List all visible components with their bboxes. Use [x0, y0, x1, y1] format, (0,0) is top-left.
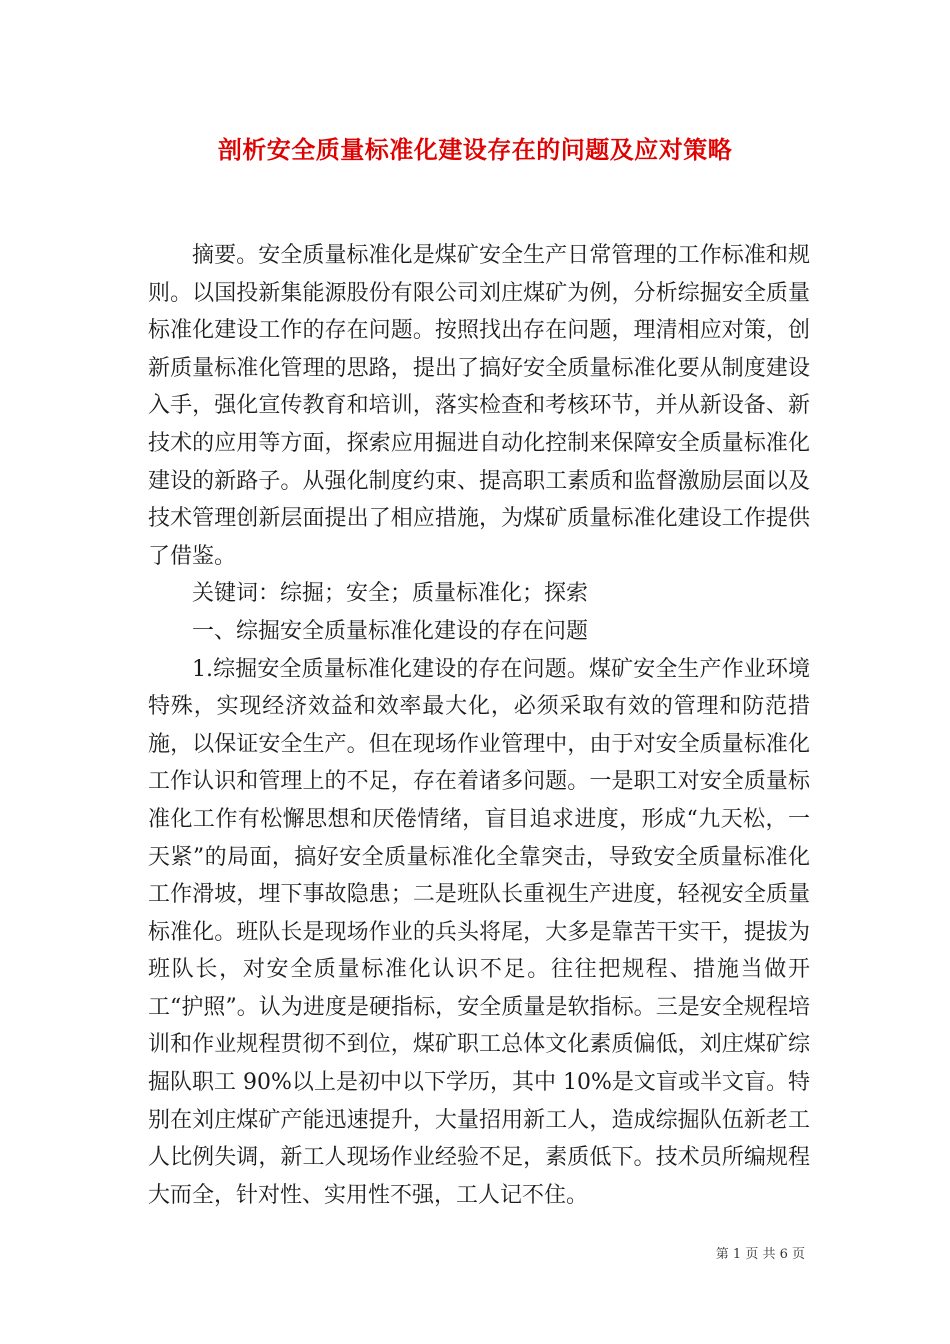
abstract-paragraph: 摘要。安全质量标准化是煤矿安全生产日常管理的工作标准和规则。以国投新集能源股份有限公司刘庄煤矿为例，分析综掘安全质量标准化建设工作的存在问题。按照找出存在问题，理清相应对策，创新质量标准化管理的思路，提出了搞好安全质量标准化要从制度建设入手，强化宣传教育和培训，落实检查和考核环节，并从新设备、新技术的应用等方面，探索应用掘进自动化控制来保障安全质量标准化建设的新路子。从强化制度约束、提高职工素质和监督激励层面以及技术管理创新层面提出了相应措施，为煤矿质量标准化建设工作提供了借鉴。 — [148, 243, 810, 569]
document-title: 剖析安全质量标准化建设存在的问题及应对策略 — [217, 135, 733, 164]
body-paragraph: 1.综掘安全质量标准化建设的存在问题。煤矿安全生产作业环境特殊，实现经济效益和效率最大化，必须采取有效的管理和防范措施，以保证安全生产。但在现场作业管理中，由于对安全质量标准化工作认识和管理上的不足，存在着诸多问题。一是职工对安全质量标准化工作有松懈思想和厌倦情绪，盲目追求进度，形成“九天松，一天紧”的局面，搞好安全质量标准化全靠突击，导致安全质量标准化工作滑坡，埋下事故隐患；二是班队长重视生产进度，轻视安全质量标准化。班队长是现场作业的兵头将尾，大多是靠苦干实干，提拔为班队长，对安全质量标准化认识不足。往往把规程、措施当做开工“护照”。认为进度是硬指标，安全质量是软指标。三是安全规程培训和作业规程贯彻不到位，煤矿职工总体文化素质偏低，刘庄煤矿综掘队职工 90%以上是初中以下学历，其中 10%是文盲或半文盲。特别在刘庄煤矿产能迅速提升，大量招用新工人，造成综掘队伍新老工人比例失调，新工人现场作业经验不足，素质低下。技术员所编规程大而全，针对性、实用性不强，工人记不住。 — [148, 656, 810, 1208]
section-heading: 一、综掘安全质量标准化建设的存在问题 — [192, 618, 589, 644]
page-number: 第 1 页 共 6 页 — [715, 1247, 805, 1262]
document-body — [148, 237, 810, 1214]
keywords-paragraph: 关键词：综掘；安全；质量标准化；探索 — [192, 581, 589, 607]
